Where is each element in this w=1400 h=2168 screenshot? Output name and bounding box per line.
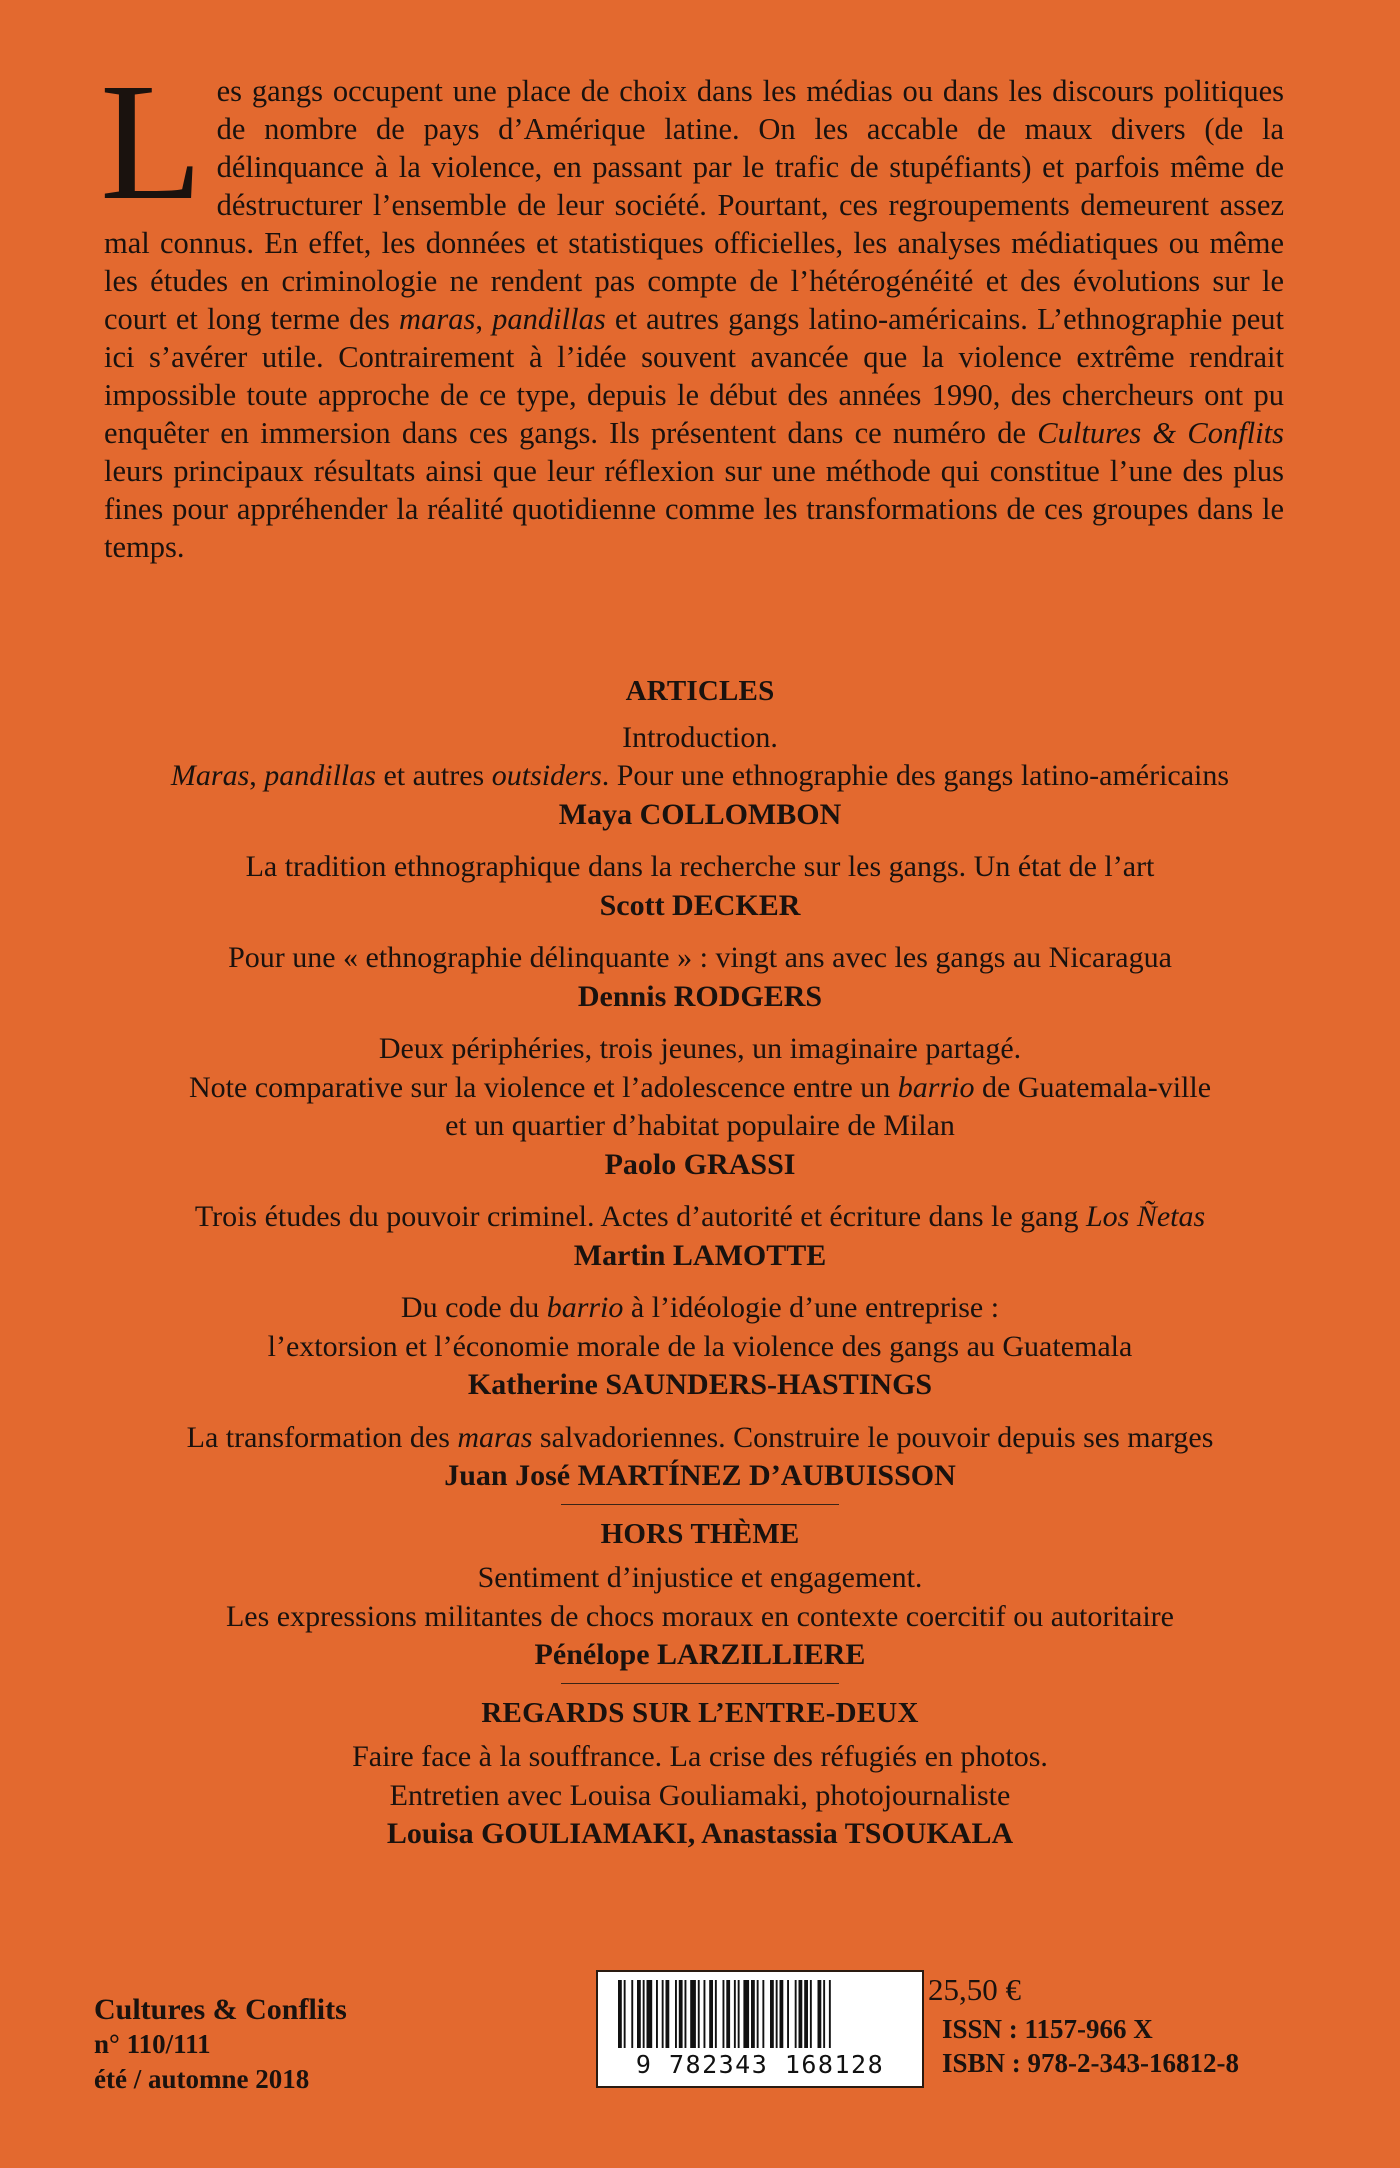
section-heading-regards: REGARDS SUR L’ENTRE-DEUX	[481, 1696, 919, 1729]
identifier-codes	[942, 2012, 1239, 2080]
article-author: Martin LAMOTTE	[573, 1238, 827, 1272]
intro-text-2: ,	[475, 302, 493, 336]
article-author: Juan José MARTÍNEZ D’AUBUISSON	[444, 1459, 956, 1492]
article-title-line: Deux périphéries, trois jeunes, un imaginaire partagé.	[378, 1032, 1022, 1065]
isbn: ISBN : 978-2-343-16812-8	[942, 2048, 1239, 2078]
section-divider	[561, 1504, 839, 1505]
drop-cap: L	[100, 49, 203, 235]
article-title-line: Les expressions militantes de chocs moraux en contexte coercitif ou autoritaire	[225, 1599, 1174, 1633]
intro-paragraph	[100, 49, 1285, 566]
journal-title: Cultures & Conflits	[94, 1993, 347, 2026]
article-title-line	[60, 757, 1340, 796]
article-title-line: La tradition ethnographique dans la recherche sur les gangs. Un état de l’art	[245, 850, 1155, 883]
intro-italic-maras: maras	[399, 302, 476, 336]
article-1	[60, 719, 1340, 835]
article-author: Louisa GOULIAMAKI, Anastassia TSOUKALA	[386, 1817, 1014, 1850]
price: 25,50 €	[928, 1972, 1021, 2007]
article-4	[60, 1030, 1340, 1184]
intro-italic-pandillas: pandillas	[492, 302, 606, 336]
italic-word: Maras	[170, 759, 250, 792]
article-title-line	[60, 1198, 1340, 1237]
barcode-digits: 9 782343 168128	[635, 2050, 885, 2079]
article-6	[60, 1289, 1340, 1405]
article-author: Katherine SAUNDERS-HASTINGS	[467, 1368, 933, 1401]
title-text: de Guatemala-ville	[974, 1070, 1212, 1104]
journal-season: été / automne 2018	[94, 2064, 310, 2094]
intro-italic-journal: Cultures & Conflits	[1037, 416, 1284, 450]
regards-article	[60, 1738, 1340, 1854]
article-title-line	[60, 1419, 1340, 1458]
article-author: Maya COLLOMBON	[558, 797, 842, 831]
article-title-line	[60, 1289, 1340, 1328]
article-title-line: Entretien avec Louisa Gouliamaki, photojournaliste	[389, 1778, 1011, 1812]
barcode-bars-icon	[598, 1972, 922, 2052]
title-text: Trois études du pouvoir criminel. Actes d’autorité et écriture dans le gang	[194, 1200, 1086, 1233]
journal-issue: n° 110/111	[94, 2029, 211, 2059]
title-text: et autres	[375, 759, 492, 792]
article-author: Paolo GRASSI	[604, 1147, 796, 1181]
article-title-line: Pour une « ethnographie délinquante » : vingt ans avec les gangs au Nicaragua	[228, 941, 1172, 974]
journal-info	[94, 1992, 347, 2097]
table-of-contents	[60, 672, 1340, 1854]
italic-word: pandillas	[264, 759, 376, 792]
italic-word: barrio	[546, 1291, 624, 1324]
issn: ISSN : 1157-966 X	[942, 2014, 1153, 2044]
article-5	[60, 1198, 1340, 1275]
italic-word: Los Ñetas	[1085, 1200, 1206, 1233]
intro-text-3: et autres gangs latino-américains. L’ethnographie peut ici s’avérer utile. Contrairement à l’idée souvent avancée que la violence extrême rendrait impossible toute approche de ce type, depuis le début des années 1990, des chercheurs ont pu enquêter en immersion dans ces gangs. Ils présentent dans ce numéro de	[104, 302, 1285, 450]
title-text: La transformation des	[186, 1420, 458, 1454]
article-title-line: et un quartier d’habitat populaire de Milan	[445, 1109, 955, 1142]
hors-theme-article	[60, 1559, 1340, 1675]
title-text: . Pour une ethnographie des gangs latino-américains	[601, 759, 1230, 792]
title-text: à l’idéologie d’une entreprise :	[623, 1291, 1000, 1324]
section-heading-hors-theme: HORS THÈME	[600, 1517, 800, 1550]
title-text: Note comparative sur la violence et l’adolescence entre un	[188, 1070, 898, 1104]
article-title-line: Introduction.	[622, 720, 778, 754]
title-text: ,	[249, 759, 265, 792]
title-text: salvadoriennes. Construire le pouvoir depuis ses marges	[532, 1420, 1214, 1454]
intro-text-1: es gangs occupent une place de choix dans les médias ou dans les discours politiques de nombre de pays d’Amérique latine. On les accable de maux divers (de la délinquance à la violence, en passant par le trafic de stupéfiants) et parfois même de déstructurer l’ensemble de leur société. Pourtant, ces regroupements demeurent assez mal connus. En effet, les données et statistiques officielles, les analyses médiatiques ou même les études en criminologie ne rendent pas compte de l’hétérogénéité et des évolutions sur le court et long terme des	[104, 74, 1284, 336]
intro-text-4: leurs principaux résultats ainsi que leur réflexion sur une méthode qui constitue l’une des plus fines pour appréhender la réalité quotidienne comme les transformations de ces groupes dans le temps.	[104, 454, 1284, 564]
article-title-line: Sentiment d’injustice et engagement.	[477, 1561, 923, 1594]
title-text: Du code du	[400, 1291, 547, 1324]
barcode	[596, 1970, 924, 2088]
article-title-line: Faire face à la souffrance. La crise des réfugiés en photos.	[352, 1740, 1048, 1773]
article-7	[60, 1419, 1340, 1496]
article-title-line: l’extorsion et l’économie morale de la violence des gangs au Guatemala	[267, 1329, 1133, 1363]
italic-word: outsiders	[491, 759, 602, 792]
article-author: Pénélope LARZILLIERE	[534, 1638, 866, 1671]
article-2	[60, 848, 1340, 925]
article-author: Dennis RODGERS	[577, 979, 823, 1013]
article-author: Scott DECKER	[599, 888, 801, 922]
article-3	[60, 939, 1340, 1016]
section-divider	[561, 1683, 839, 1684]
article-title-line	[60, 1069, 1340, 1108]
section-heading-articles: ARTICLES	[625, 675, 775, 707]
italic-word: barrio	[897, 1070, 975, 1104]
italic-word: maras	[457, 1420, 533, 1454]
